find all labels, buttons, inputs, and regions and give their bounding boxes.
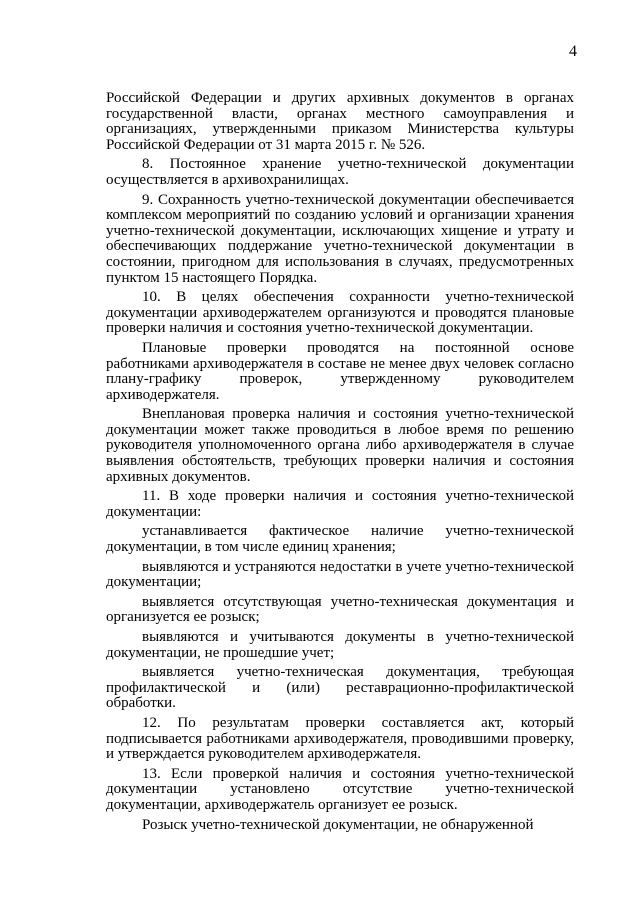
paragraph-item-11: 11. В ходе проверки наличия и состояния учетно-технической документации: (106, 488, 574, 520)
list-item-missing-documentation: выявляется отсутствующая учетно-техническая документация и организуется ее розыск; (106, 593, 574, 626)
page-number: 4 (569, 43, 577, 60)
paragraph-unplanned-check: Внеплановая проверка наличия и состояния учетно-технической документации может также проводиться в любое время по решению руководителя уполномоченного органа либо архиводержателя в случае выявления обстоятельств, требующих проверки наличия и состояния архивных документов. (106, 406, 574, 485)
list-item-unregistered-documents: выявляются и учитываются документы в учетно-технической документации, не прошедшие учет; (106, 629, 574, 661)
document-body (106, 91, 574, 833)
paragraph-item-10: 10. В целях обеспечения сохранности учетно-технической документации архиводержателем организуются и проводятся плановые проверки наличия и состояния учетно-технической документации. (106, 289, 574, 337)
paragraph-planned-checks: Плановые проверки проводятся на постоянной основе работниками архиводержателя в составе не менее двух человек согласно плану-графику проверок, утвержденному руководителем архиводержателя. (106, 339, 574, 403)
paragraph-item-13: 13. Если проверкой наличия и состояния учетно-технической документации установлено отсутствие учетно-технической документации, архиводержатель организует ее розыск. (106, 765, 574, 813)
paragraph-continuation: Российской Федерации и других архивных документов в органах государственной власти, органах местного самоуправления и организациях, утвержденными приказом Министерства культуры Российской Федерации от 31 марта 2015 г. № 526. (106, 90, 574, 153)
paragraph-item-9: 9. Сохранность учетно-технической документации обеспечивается комплексом мероприятий по созданию условий и организации хранения учетно-технической документации, исключающих хищение и утрату и обеспечивающих поддержание учетно-технической документации в состоянии, пригодном для использования в случаях, предусмотренных пунктом 15 настоящего Порядка. (106, 191, 574, 286)
list-item-preventive-treatment: выявляется учетно-техническая документация, требующая профилактической и (или) реставрационно-профилактической обработки. (106, 664, 574, 712)
paragraph-search-start: Розыск учетно-технической документации, не обнаруженной (142, 816, 534, 833)
list-item-accounting-defects: выявляются и устраняются недостатки в учете учетно-технической документации; (106, 558, 574, 591)
paragraph-item-8: 8. Постоянное хранение учетно-технической документации осуществляется в архивохранилищах. (106, 156, 574, 188)
list-item-actual-presence: устанавливается фактическое наличие учетно-технической документации, в том числе единиц хранения; (106, 523, 574, 556)
paragraph-item-12: 12. По результатам проверки составляется акт, который подписывается работниками архиводержателя, проводившими проверку, и утверждается руководителем архиводержателя. (106, 714, 574, 763)
